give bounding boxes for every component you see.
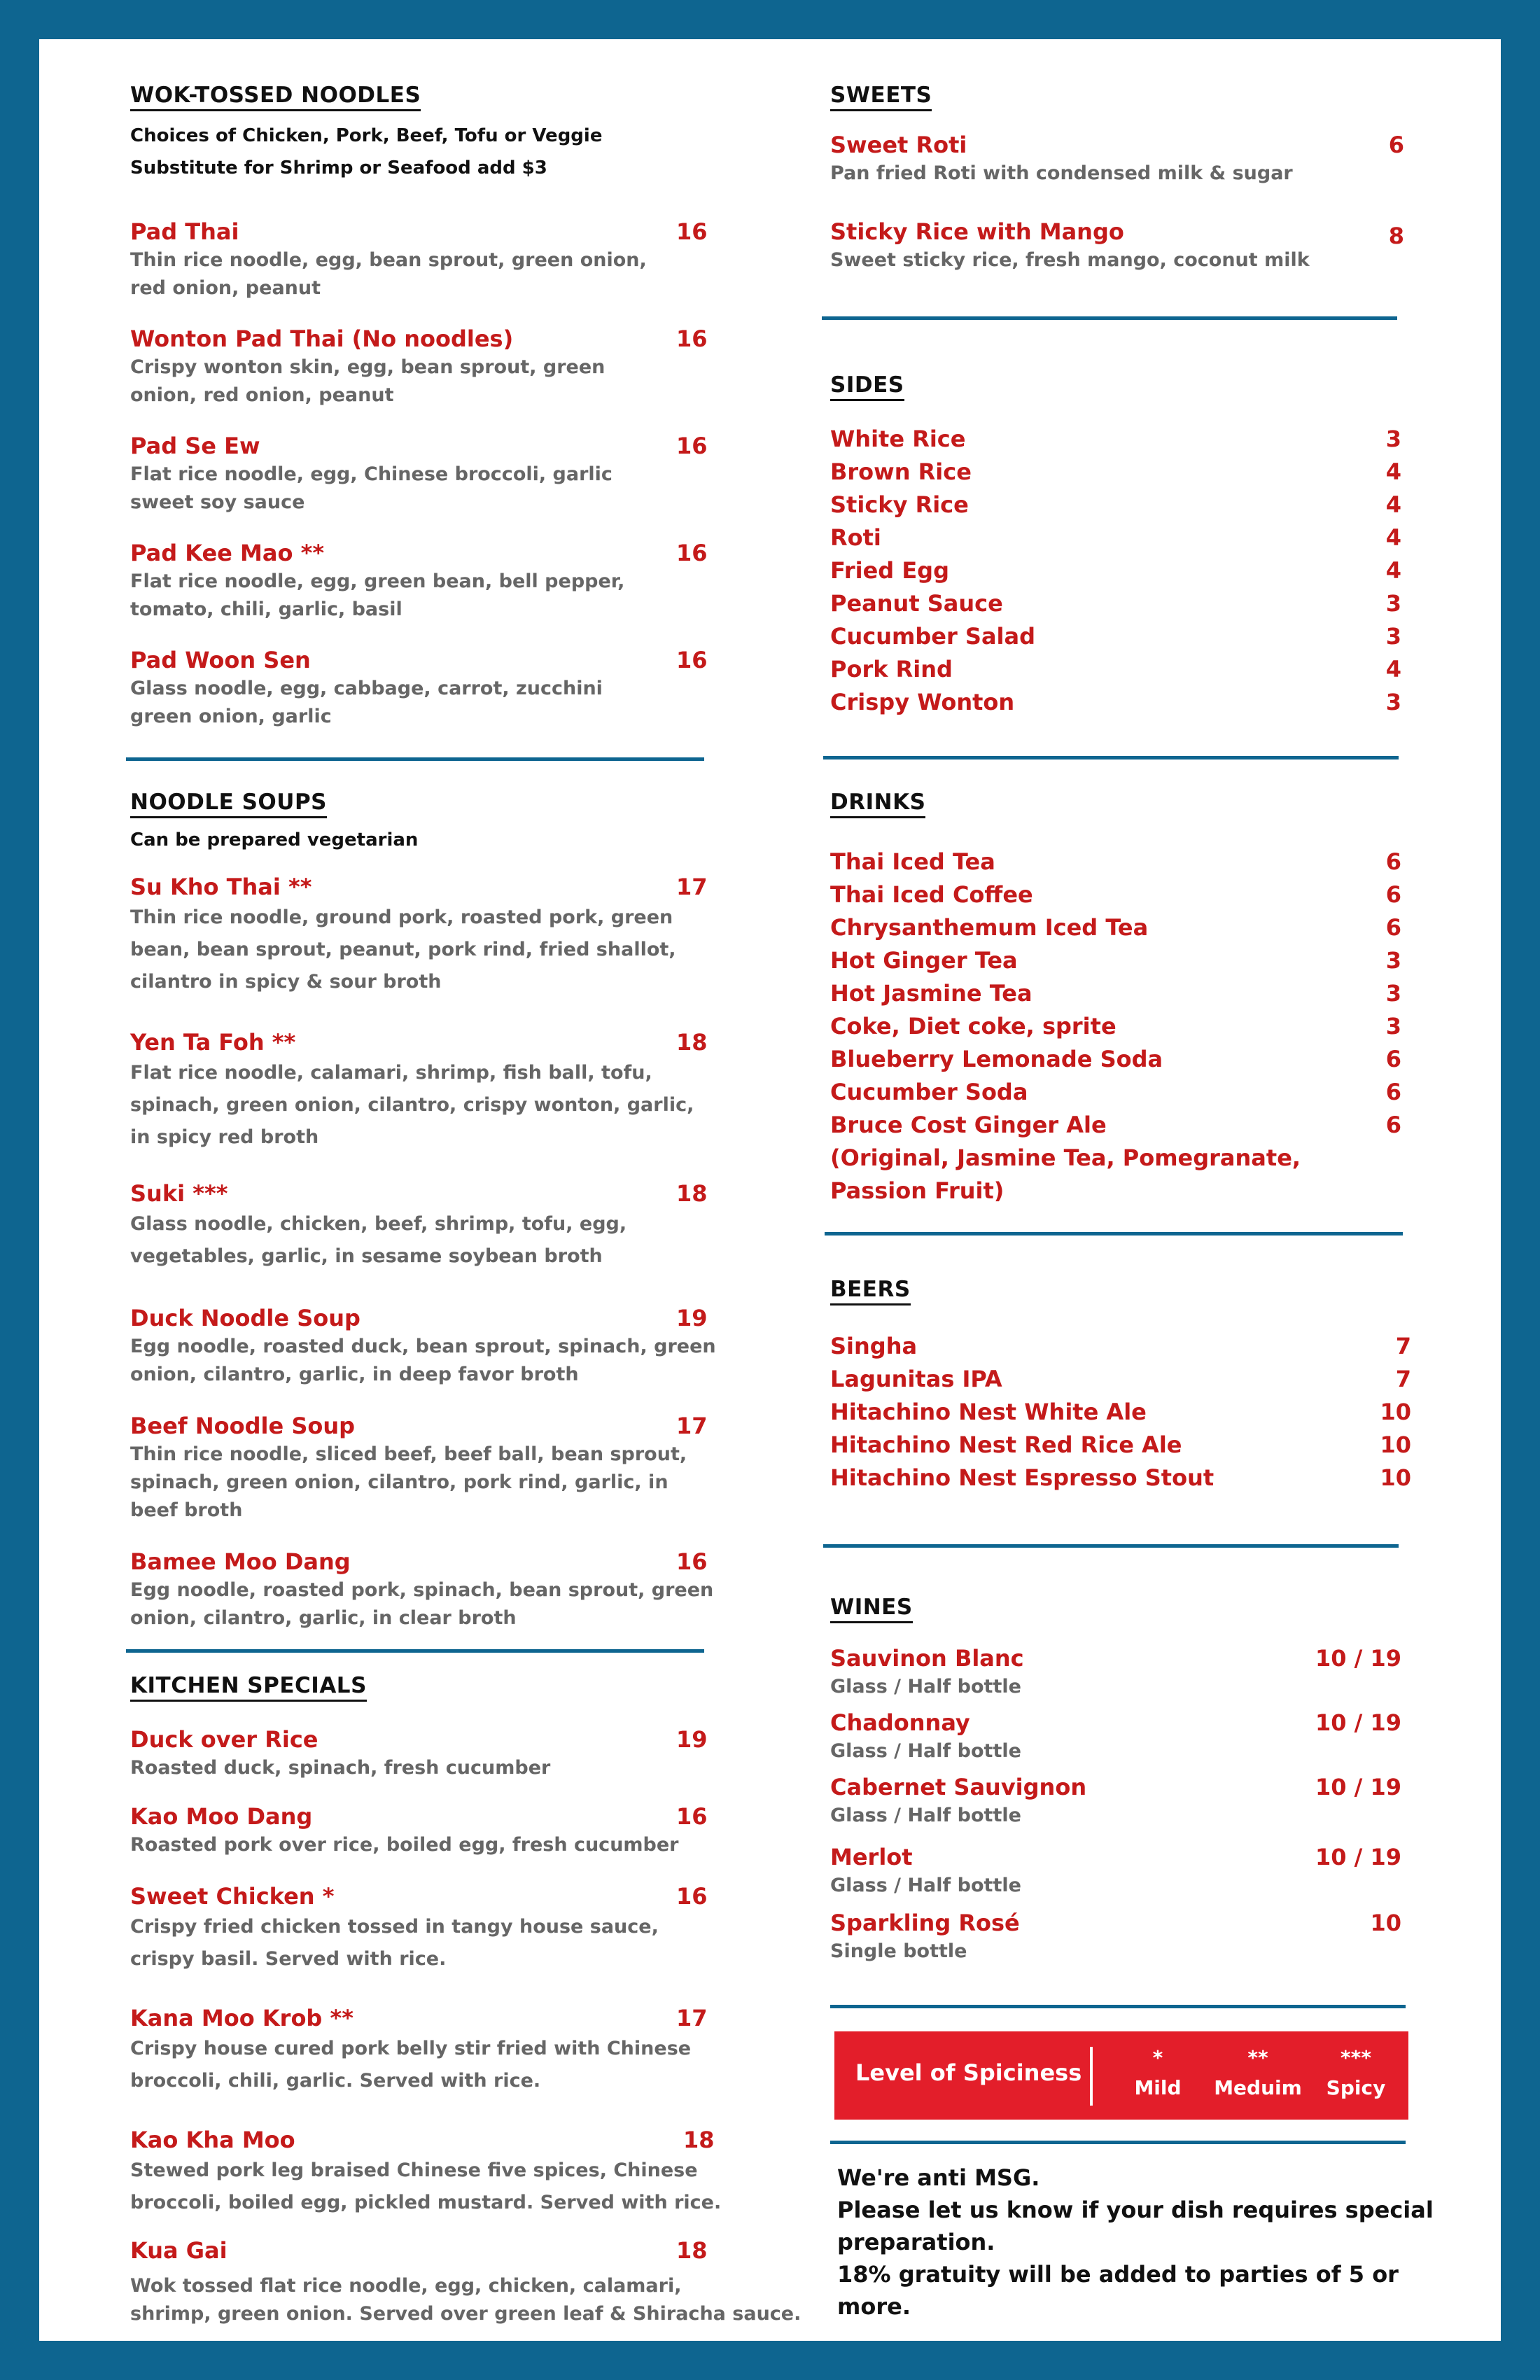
item-price: 17 [676,874,708,900]
item-name: Chrysanthemum Iced Tea [830,914,1149,941]
item-desc: Glass / Half bottle [830,1740,1021,1762]
item-note: Passion Fruit) [830,1177,1004,1204]
item-desc: Egg noodle, roasted duck, bean sprout, spinach, green [130,1336,716,1357]
item-name: Thai Iced Tea [830,848,995,875]
item-desc: Egg noodle, roasted pork, spinach, bean sprout, green [130,1579,714,1601]
item-price: 6 [1388,132,1404,158]
item-name: Hitachino Nest Red Rice Ale [830,1432,1182,1458]
item-price: 17 [676,2005,708,2031]
footer-notes [837,2162,1453,2323]
spice-legend-label: Level of Spiciness [855,2059,1082,2086]
list-item [830,1143,1401,1176]
menu-item [130,1725,746,1782]
item-name: Sauvinon Blanc [830,1645,1024,1672]
section-drinks [830,790,1460,818]
item-price: 7 [1395,1366,1411,1392]
menu-item [130,431,746,517]
item-name: Cucumber Salad [830,623,1035,650]
item-price: 16 [676,1883,708,1910]
section-wok-noodles [130,83,746,184]
item-desc: Thin rice noodle, egg, bean sprout, green onion, [130,249,647,271]
footer-line: 18% gratuity will be added to parties of 5 or more. [837,2261,1399,2320]
item-name: Pad Thai [130,218,239,245]
item-price: 3 [1385,980,1401,1007]
item-desc: spinach, green onion, cilantro, crispy wonton, garlic, [130,1094,694,1116]
item-price: 10 / 19 [1315,1645,1401,1672]
item-name: Kua Gai [130,2237,227,2264]
item-price: 19 [676,1305,708,1331]
list-item [830,622,1401,654]
item-name: White Rice [830,426,966,452]
item-desc: Single bottle [830,1940,967,1962]
menu-item [130,2125,746,2219]
spice-level-mild [1112,2044,1203,2104]
item-name: Yen Ta Foh ** [130,1029,296,1056]
item-desc: Sweet sticky rice, fresh mango, coconut milk [830,249,1310,271]
menu-item [130,217,746,302]
item-desc: Crispy wonton skin, egg, bean sprout, green [130,356,606,378]
section-title: NOODLE SOUPS [130,790,327,818]
item-desc: green onion, garlic [130,706,332,727]
list-item [830,1110,1401,1143]
list-item [830,687,1401,720]
item-price: 10 [1370,1910,1401,1936]
item-desc: Stewed pork leg braised Chinese five spices, Chinese [130,2160,698,2181]
footer-line: We're anti MSG. [837,2164,1040,2191]
item-price: 16 [676,433,708,459]
section-sides [830,372,1460,401]
section-divider [830,2141,1406,2144]
item-price: 10 / 19 [1315,1774,1401,1800]
item-price: 16 [676,540,708,566]
item-price: 16 [676,218,708,245]
section-title: WOK-TOSSED NOODLES [130,83,421,111]
item-price: 19 [676,1726,708,1753]
item-desc: crispy basil. Served with rice. [130,1948,447,1970]
item-price: 3 [1385,623,1401,650]
menu-item [830,217,1460,274]
item-desc: cilantro in spicy & sour broth [130,971,442,993]
section-divider [823,1544,1399,1548]
item-price: 7 [1395,1333,1411,1359]
item-price: 18 [683,2127,715,2153]
list-item [830,1364,1411,1397]
item-desc: Glass noodle, egg, cabbage, carrot, zucchini [130,678,603,699]
menu-item [830,130,1460,188]
item-name: Hitachino Nest Espresso Stout [830,1464,1214,1491]
item-name: Su Kho Thai ** [130,874,312,900]
list-item [830,1077,1401,1110]
item-name: Sparkling Rosé [830,1910,1020,1936]
item-desc: red onion, peanut [130,277,321,299]
item-desc: Glass / Half bottle [830,1875,1021,1896]
section-beers [830,1277,1460,1306]
item-desc: Flat rice noodle, egg, Chinese broccoli, garlic [130,463,612,485]
list-item [830,589,1401,622]
item-name: Beef Noodle Soup [130,1413,356,1439]
section-title: SWEETS [830,83,932,111]
item-price: 16 [676,1803,708,1830]
item-name: Roti [830,524,881,551]
item-name: Pad Se Ew [130,433,260,459]
item-price: 17 [676,1413,708,1439]
item-name: Fried Egg [830,557,949,584]
item-price: 16 [676,326,708,352]
list-item [830,523,1401,556]
item-name: Duck over Rice [130,1726,318,1753]
menu-item [130,1179,746,1273]
list-item [830,424,1401,457]
item-price: 3 [1385,426,1401,452]
menu-item [130,1802,746,1859]
item-name: Bamee Moo Dang [130,1548,351,1575]
item-name: Hot Jasmine Tea [830,980,1032,1007]
section-divider [126,1649,704,1653]
item-name: Hot Ginger Tea [830,947,1018,974]
item-desc: Flat rice noodle, egg, green bean, bell pepper, [130,570,625,592]
list-item [830,979,1401,1011]
item-desc: Thin rice noodle, ground pork, roasted pork, green [130,906,673,928]
item-desc: beef broth [130,1499,243,1521]
menu-item [130,2236,802,2328]
item-desc: Glass noodle, chicken, beef, shrimp, tofu, egg, [130,1213,627,1235]
item-desc: tomato, chili, garlic, basil [130,598,402,620]
spice-level-spicy [1310,2044,1401,2104]
menu-item [130,1547,746,1632]
item-desc: Glass / Half bottle [830,1676,1021,1698]
item-name: Pad Woon Sen [130,647,311,673]
list-item [830,1011,1401,1044]
item-desc: Roasted pork over rice, boiled egg, fresh cucumber [130,1834,679,1856]
item-name: Brown Rice [830,458,972,485]
section-divider [823,756,1399,760]
item-price: 16 [676,647,708,673]
spice-level-name: Spicy [1326,2076,1386,2099]
beers-list [830,1331,1411,1496]
menu-item [130,1028,746,1154]
menu-item [830,1708,1460,1765]
list-item [830,1430,1411,1463]
list-item [830,1463,1411,1496]
item-name: Sweet Chicken * [130,1883,335,1910]
list-item [830,654,1401,687]
section-noodle-soups [130,790,746,856]
item-name: Chadonnay [830,1709,970,1736]
list-item [830,847,1401,880]
item-desc: Crispy fried chicken tossed in tangy house sauce, [130,1916,659,1938]
footer-line: Please let us know if your dish requires special [837,2197,1434,2223]
item-price: 4 [1385,458,1401,485]
drinks-list [830,847,1401,1209]
section-divider [126,757,704,761]
item-price: 3 [1385,947,1401,974]
item-price: 3 [1385,590,1401,617]
item-desc: broccoli, chili, garlic. Served with rice. [130,2070,541,2092]
list-item [830,556,1401,589]
item-price: 10 [1380,1432,1411,1458]
item-price: 4 [1385,656,1401,682]
menu-item [130,1882,746,1975]
item-price: 16 [676,1548,708,1575]
item-desc: sweet soy sauce [130,491,305,513]
item-name: Thai Iced Coffee [830,881,1033,908]
item-name: Hitachino Nest White Ale [830,1399,1147,1425]
item-price: 6 [1385,1079,1401,1105]
item-price: 6 [1385,881,1401,908]
item-name: Bruce Cost Ginger Ale [830,1112,1107,1138]
item-desc: Pan fried Roti with condensed milk & sugar [830,162,1293,184]
item-price: 4 [1385,524,1401,551]
item-price: 4 [1385,491,1401,518]
item-name: Coke, Diet coke, sprite [830,1013,1116,1040]
list-item [830,1397,1411,1430]
item-name: Merlot [830,1844,913,1870]
list-item [830,1176,1401,1209]
menu-item [130,324,746,410]
item-desc: broccoli, boiled egg, pickled mustard. Served with rice. [130,2192,722,2213]
item-name: Sticky Rice [830,491,969,518]
menu-item [130,538,746,624]
section-note: Can be prepared vegetarian [130,830,419,850]
section-divider [822,316,1397,320]
spice-legend [834,2031,1408,2120]
item-name: Kao Kha Moo [130,2127,295,2153]
menu-item [830,1842,1460,1900]
menu-item [130,872,746,998]
section-title: WINES [830,1595,913,1623]
item-name: Blueberry Lemonade Soda [830,1046,1163,1072]
item-price: 10 [1380,1464,1411,1491]
item-name: Duck Noodle Soup [130,1305,360,1331]
list-item [830,1331,1411,1364]
menu-item [830,1644,1460,1701]
item-desc: Thin rice noodle, sliced beef, beef ball, bean sprout, [130,1443,687,1465]
item-price: 3 [1385,1013,1401,1040]
item-desc: onion, cilantro, garlic, in clear broth [130,1607,517,1629]
section-wines [830,1595,1460,1623]
list-item [830,880,1401,913]
spice-legend-divider [1090,2047,1093,2106]
item-desc: Glass / Half bottle [830,1805,1021,1826]
item-name: Kana Moo Krob ** [130,2005,354,2031]
item-desc: Roasted duck, spinach, fresh cucumber [130,1757,551,1779]
item-name: Kao Moo Dang [130,1803,313,1830]
item-desc: shrimp, green onion. Served over green leaf & Shiracha sauce. [130,2303,802,2325]
section-note: Substitute for Shrimp or Seafood add $3 [130,158,547,178]
item-name: Peanut Sauce [830,590,1003,617]
item-desc: onion, cilantro, garlic, in deep favor broth [130,1364,579,1385]
list-item [830,913,1401,946]
item-name: Crispy Wonton [830,689,1015,715]
section-divider [825,1232,1403,1236]
menu-item [830,1908,1460,1966]
item-name: Pad Kee Mao ** [130,540,325,566]
list-item [830,1044,1401,1077]
section-title: DRINKS [830,790,925,818]
item-price: 6 [1385,848,1401,875]
spice-stars: ** [1247,2046,1268,2069]
item-price: 18 [676,2237,708,2264]
item-name: Wonton Pad Thai (No noodles) [130,326,514,352]
list-item [830,946,1401,979]
item-desc: Flat rice noodle, calamari, shrimp, fish ball, tofu, [130,1062,652,1084]
item-desc: Wok tossed flat rice noodle, egg, chicken, calamari, [130,2275,682,2297]
item-price: 3 [1385,689,1401,715]
section-title: SIDES [830,372,904,401]
item-desc: vegetables, garlic, in sesame soybean broth [130,1245,603,1267]
item-name: Lagunitas IPA [830,1366,1002,1392]
section-note: Choices of Chicken, Pork, Beef, Tofu or Veggie [130,125,603,146]
section-kitchen-specials [130,1673,746,1702]
section-divider [830,2005,1406,2008]
menu-page [39,39,1501,2341]
item-desc: onion, red onion, peanut [130,384,394,406]
spice-level-name: Mild [1134,2076,1182,2099]
item-name: Suki *** [130,1180,228,1207]
item-desc: bean, bean sprout, peanut, pork rind, fried shallot, [130,939,676,960]
item-name: Sweet Roti [830,132,967,158]
list-item [830,457,1401,490]
menu-item [130,1303,746,1389]
item-name: Cucumber Soda [830,1079,1028,1105]
item-price: 10 [1380,1399,1411,1425]
item-name: Cabernet Sauvignon [830,1774,1087,1800]
item-price: 18 [676,1180,708,1207]
item-desc: spinach, green onion, cilantro, pork rind, garlic, in [130,1471,668,1493]
spice-level-medium [1212,2044,1303,2104]
sides-list [830,424,1401,720]
menu-item [130,2003,746,2097]
item-name: Pork Rind [830,656,953,682]
item-price: 18 [676,1029,708,1056]
item-name: Sticky Rice with Mango [830,218,1124,245]
section-title: BEERS [830,1277,911,1306]
section-sweets [830,83,1460,111]
item-desc: in spicy red broth [130,1126,319,1148]
item-price: 10 / 19 [1315,1844,1401,1870]
spice-level-name: Meduim [1214,2076,1302,2099]
item-note: (Original, Jasmine Tea, Pomegranate, [830,1144,1301,1171]
footer-line: preparation. [837,2229,995,2255]
menu-item [830,1772,1460,1830]
item-price: 6 [1385,914,1401,941]
item-price: 8 [1388,223,1404,249]
item-desc: Crispy house cured pork belly stir fried with Chinese [130,2038,692,2059]
menu-item [130,1411,746,1525]
section-title: KITCHEN SPECIALS [130,1673,367,1702]
item-price: 4 [1385,557,1401,584]
item-price: 6 [1385,1046,1401,1072]
spice-stars: * [1152,2046,1163,2069]
list-item [830,490,1401,523]
menu-item [130,645,746,731]
spice-stars: *** [1340,2046,1371,2069]
item-price: 10 / 19 [1315,1709,1401,1736]
item-price: 6 [1385,1112,1401,1138]
item-name: Singha [830,1333,918,1359]
